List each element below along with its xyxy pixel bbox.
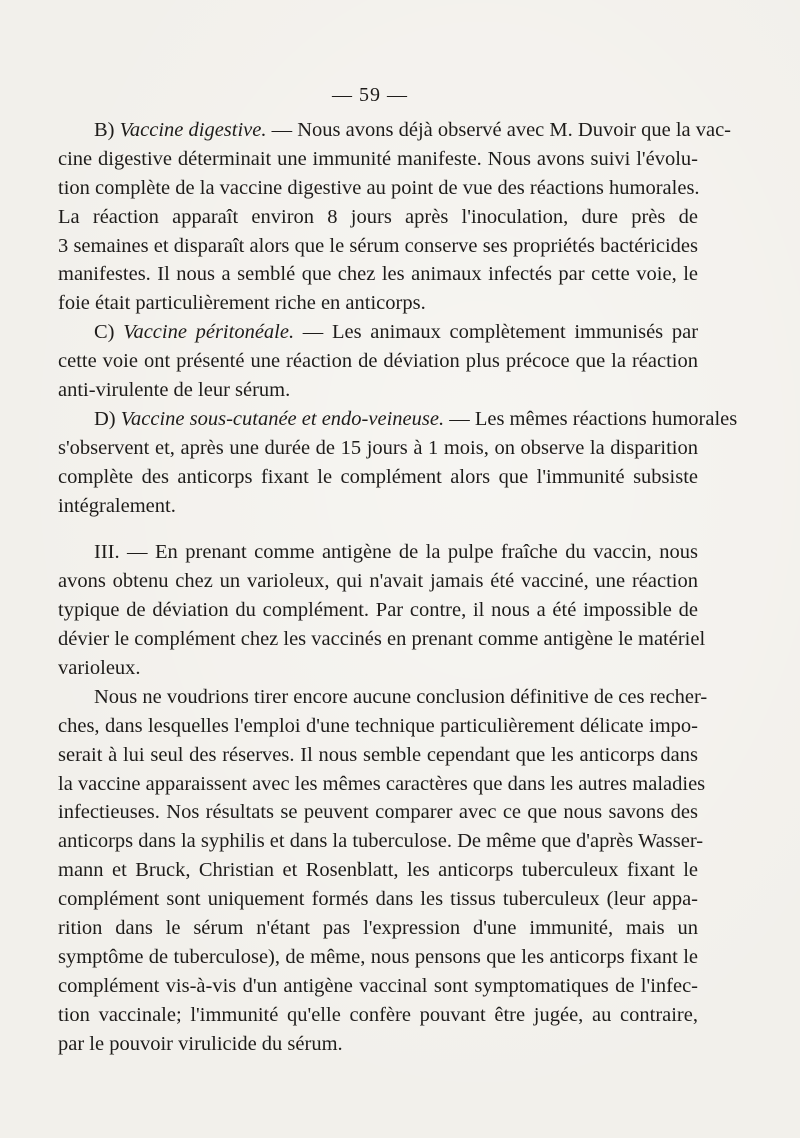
text-line: s'observent et, après une durée de 15 jours à 1 mois, on observe la disparition [58, 436, 698, 459]
text-line: cette voie ont présenté une réaction de déviation plus précoce que la réaction [58, 350, 698, 373]
paragraph-vaccine-peritoneale [58, 318, 698, 405]
text-line: typique de déviation du complément. Par contre, il nous a été impossible de [58, 599, 698, 622]
text-line: La réaction apparaît environ 8 jours après l'inoculation, dure près de [58, 205, 698, 228]
text-line: III. — En prenant comme antigène de la pulpe fraîche du vaccin, nous [94, 541, 698, 564]
text-line: cine digestive déterminait une immunité manifeste. Nous avons suivi l'évolu- [58, 147, 698, 170]
text-line: Nous ne voudrions tirer encore aucune conclusion définitive de ces recher- [94, 685, 708, 708]
text-line: serait à lui seul des réserves. Il nous semble cependant que les anticorps dans [58, 743, 698, 766]
text-line: la vaccine apparaissent avec les mêmes caractères que dans les autres maladies [58, 772, 706, 795]
section-title: Vaccine digestive. [119, 119, 267, 141]
text-line: intégralement. [58, 494, 176, 517]
text-line: foie était particulièrement riche en anticorps. [58, 292, 426, 315]
text-line: rition dans le sérum n'étant pas l'expression d'une immunité, mais un [58, 917, 698, 940]
page-number: — 59 — [332, 84, 408, 106]
text-line: complément vis-à-vis d'un antigène vaccinal sont symptomatiques de l'infec- [58, 974, 698, 997]
section-label: C) [94, 321, 115, 344]
text-line [58, 318, 698, 347]
paragraph-section-iii [58, 538, 706, 682]
text-line: anticorps dans la syphilis et dans la tuberculose. De même que d'après Wasser- [58, 830, 704, 853]
section-label: D) [94, 407, 116, 430]
text-line: tion complète de la vaccine digestive au point de vue des réactions humorales. [58, 176, 700, 199]
text-line: complément sont uniquement formés dans les tissus tuberculeux (leur appa- [58, 888, 698, 911]
text-line: tion vaccinale; l'immunité qu'elle confère pouvant être jugée, au contraire, [58, 1003, 698, 1026]
text-line: par le pouvoir virulicide du sérum. [58, 1032, 343, 1055]
text-line: varioleux. [58, 657, 141, 680]
body-text [58, 116, 738, 1059]
text-segment: — Nous avons déjà observé avec M. Duvoir que la vac- [271, 119, 732, 141]
text-line: avons obtenu chez un varioleux, qui n'avait jamais été vacciné, une réaction [58, 570, 698, 593]
text-line: 3 semaines et disparaît alors que le sérum conserve ses propriétés bactéricides [58, 234, 698, 257]
section-label: B) [94, 119, 115, 141]
text-line: mann et Bruck, Christian et Rosenblatt, les anticorps tuberculeux fixant le [58, 859, 698, 882]
text-line: ches, dans lesquelles l'emploi d'une technique particulièrement délicate impo- [58, 714, 698, 737]
paragraph-gap [58, 520, 698, 538]
paragraph-vaccine-sous-cutanee [58, 405, 738, 521]
text-line: dévier le complément chez les vaccinés en prenant comme antigène le matériel [58, 628, 706, 651]
text-line: anti-virulente de leur sérum. [58, 379, 291, 402]
text-line: symptôme de tuberculose), de même, nous pensons que les anticorps fixant le [58, 945, 698, 968]
text-line: manifestes. Il nous a semblé que chez les animaux infectés par cette voie, le [58, 263, 698, 286]
section-title: Vaccine péritonéale. [123, 321, 295, 344]
paragraph-conclusion [58, 683, 708, 1059]
text-segment: — Les mêmes réactions humorales [449, 407, 738, 430]
text-line: complète des anticorps fixant le complément alors que l'immunité subsiste [58, 465, 698, 488]
text-line [58, 405, 738, 434]
text-line [58, 116, 732, 145]
text-segment: — Les animaux complètement immunisés par [302, 321, 699, 344]
section-title: Vaccine sous-cutanée et endo-veineuse. [120, 407, 445, 430]
text-line: infectieuses. Nos résultats se peuvent comparer avec ce que nous savons des [58, 801, 698, 824]
paragraph-vaccine-digestive [58, 116, 732, 318]
